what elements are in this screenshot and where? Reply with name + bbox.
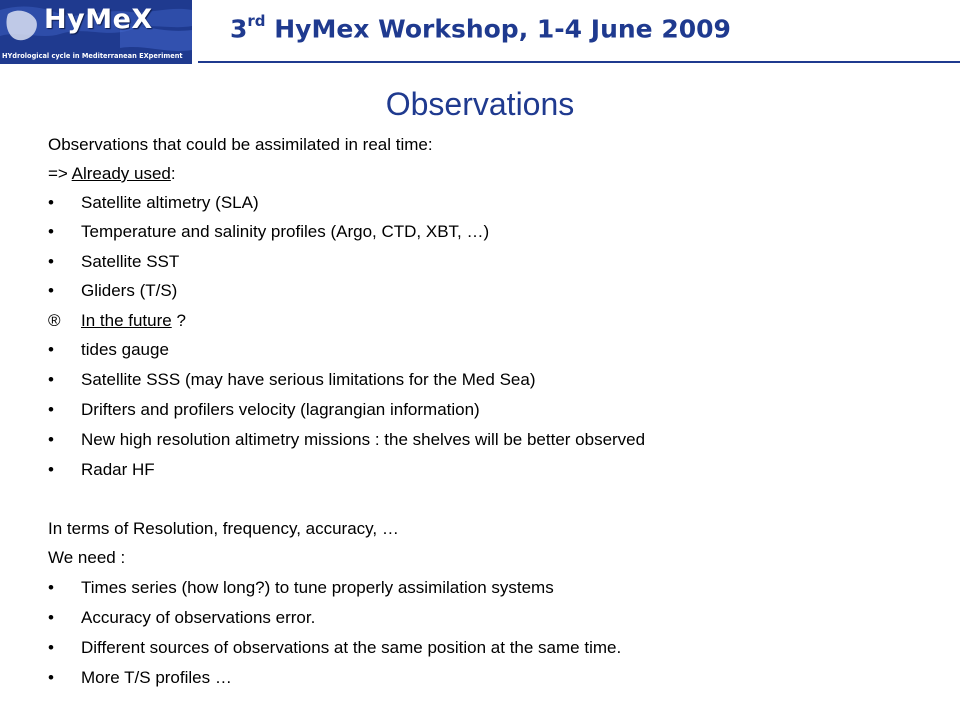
bullet-icon: • xyxy=(48,578,54,597)
workshop-ordinal: 3 xyxy=(230,14,248,44)
list-item-text: Drifters and profilers velocity (lagrangian information) xyxy=(81,400,480,419)
future-label: In the future xyxy=(81,311,172,330)
bullet-icon: • xyxy=(48,252,54,271)
bullet-icon: • xyxy=(48,222,54,241)
list-item-text: Different sources of observations at the same position at the same time. xyxy=(81,638,622,657)
future-suffix: ? xyxy=(171,311,186,330)
header-divider xyxy=(198,61,960,63)
bullet-icon: • xyxy=(48,281,54,300)
list-item-text: Times series (how long?) to tune properly assimilation systems xyxy=(81,578,554,597)
bullet-icon: • xyxy=(48,638,54,657)
workshop-ordinal-suffix: rd xyxy=(247,12,266,30)
list-item-text: Radar HF xyxy=(81,460,155,479)
bullet-icon: • xyxy=(48,430,54,449)
list-item-text: Satellite SST xyxy=(81,252,180,271)
bullet-icon: • xyxy=(48,400,54,419)
bullet-icon: • xyxy=(48,460,54,479)
list-item-text: Temperature and salinity profiles (Argo, CTD, XBT, …) xyxy=(81,222,490,241)
bullet-icon: • xyxy=(48,193,54,212)
terms-line: In terms of Resolution, frequency, accuracy, … xyxy=(48,519,399,538)
bullet-icon: • xyxy=(48,608,54,627)
logo-name: HyMeX xyxy=(44,4,153,35)
bullet-icon: • xyxy=(48,340,54,359)
list-item-text: Satellite SSS (may have serious limitations for the Med Sea) xyxy=(81,370,536,389)
slide-title: Observations xyxy=(385,86,575,122)
list-item-text: Satellite altimetry (SLA) xyxy=(81,193,259,212)
list-item-text: tides gauge xyxy=(81,340,169,359)
already-used-suffix: : xyxy=(170,164,176,183)
already-used-label: Already used xyxy=(71,164,171,183)
bullet-icon: • xyxy=(48,370,54,389)
list-item-text: Accuracy of observations error. xyxy=(81,608,316,627)
workshop-rest: HyMex Workshop, 1-4 June 2009 xyxy=(265,14,731,44)
list-item-text: New high resolution altimetry missions : the shelves will be better observed xyxy=(81,430,646,449)
intro-line: Observations that could be assimilated in real time: xyxy=(48,135,433,154)
need-line: We need : xyxy=(48,548,126,567)
bullet-icon: • xyxy=(48,668,54,687)
workshop-title xyxy=(230,14,731,43)
registered-icon: ® xyxy=(48,311,61,330)
hymex-logo xyxy=(0,0,192,64)
list-item-text: More T/S profiles … xyxy=(81,668,232,687)
list-item-text: Gliders (T/S) xyxy=(81,281,178,300)
logo-tagline: HYdrological cycle in Mediterranean EXperiment xyxy=(2,52,183,60)
already-used-prefix: => xyxy=(48,164,72,183)
already-used-heading xyxy=(48,164,176,184)
